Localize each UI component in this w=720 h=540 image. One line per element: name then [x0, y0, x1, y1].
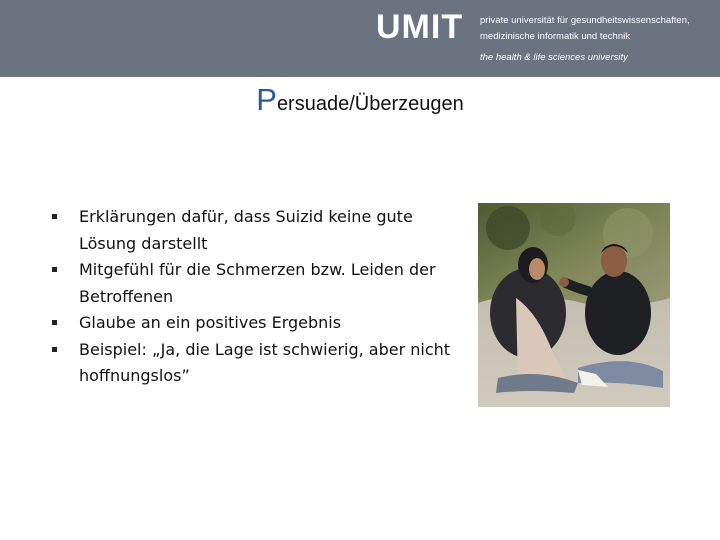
slide-title-initial: P [256, 82, 277, 117]
slide-title-rest: ersuade/Überzeugen [276, 93, 464, 115]
tagline-line-1: private universität für gesundheitswissenschaften, [480, 15, 690, 26]
header-bar [0, 0, 720, 77]
conversation-photo [478, 203, 670, 407]
conversation-photo-illustration [478, 203, 670, 407]
bullet-text: Erklärungen dafür, dass Suizid keine gute Lösung darstellt [79, 207, 413, 253]
slide-title [0, 82, 720, 118]
square-bullet-icon [52, 320, 57, 325]
square-bullet-icon [52, 214, 57, 219]
bullet-item [52, 310, 452, 337]
umit-logo: UMIT [376, 8, 464, 46]
bullet-text: Beispiel: „Ja, die Lage ist schwierig, aber nicht hoffnungslos” [79, 339, 451, 385]
bullet-text: Glaube an ein positives Ergebnis [79, 313, 342, 332]
tagline-line-2: medizinische informatik und technik [480, 31, 630, 42]
bullet-item [52, 337, 452, 390]
square-bullet-icon [52, 267, 57, 272]
bullet-list [52, 204, 452, 390]
square-bullet-icon [52, 347, 57, 352]
bullet-item [52, 257, 452, 310]
bullet-text: Mitgefühl für die Schmerzen bzw. Leiden der Betroffenen [79, 260, 436, 306]
bullet-item [52, 204, 452, 257]
tagline-line-3: the health & life sciences university [480, 52, 628, 63]
